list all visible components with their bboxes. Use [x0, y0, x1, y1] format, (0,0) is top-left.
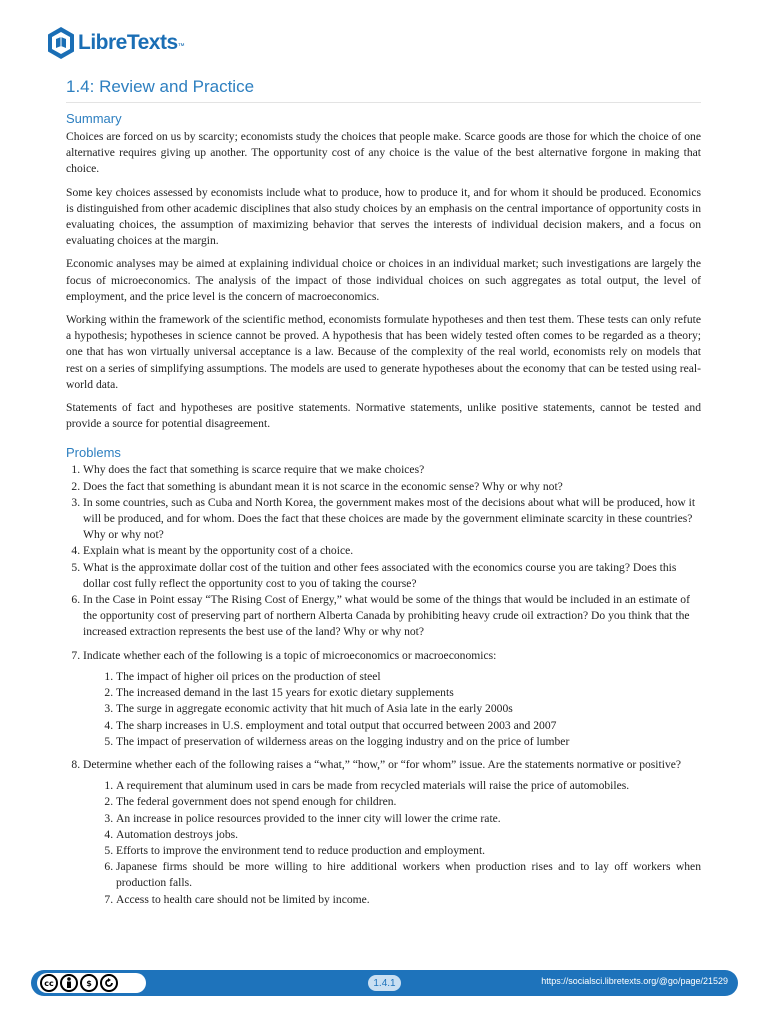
problem-item: [83, 757, 701, 908]
problem-text: Indicate whether each of the following is a topic of microeconomics or macroeconomics:: [83, 648, 497, 662]
libretexts-hex-icon: [46, 26, 76, 60]
page-number: 1.4.1: [368, 975, 401, 991]
subproblem-item: 3. The surge in aggregate economic activity that hit much of Asia late in the early 2000s: [116, 701, 701, 717]
footer-bar: [31, 970, 738, 996]
subproblem-item: 7. Access to health care should not be limited by income.: [116, 892, 701, 908]
brand-trademark: ™: [177, 42, 185, 50]
summary-paragraph: Statements of fact and hypotheses are positive statements. Normative statements, unlike positive statements, cannot be tested and provide a source for potential disagreement.: [66, 401, 701, 431]
subproblem-item: 2. The increased demand in the last 15 years for exotic dietary supplements: [116, 685, 701, 701]
brand-name: LibreTexts: [78, 31, 178, 54]
summary-heading: Summary: [66, 111, 122, 126]
problems-list: [66, 462, 701, 907]
problem-item: 4. Explain what is meant by the opportunity cost of a choice.: [83, 543, 701, 559]
subproblem-item: 3. An increase in police resources provided to the inner city will lower the crime rate.: [116, 811, 701, 827]
by-icon: [60, 974, 78, 992]
problem-item: 2. Does the fact that something is abundant mean it is not scarce in the economic sense? Why or why not?: [83, 479, 701, 495]
page-url-link[interactable]: https://socialsci.libretexts.org/@go/page/21529: [541, 976, 728, 986]
cc-icon: cc: [40, 974, 58, 992]
problem-item: 1. Why does the fact that something is scarce require that we make choices?: [83, 462, 701, 478]
page-title: 1.4: Review and Practice: [66, 77, 701, 103]
summary-paragraph: Economic analyses may be aimed at explaining individual choice or choices in an individual market; such investigations are largely the focus of microeconomics. The analysis of the impact of those individual choices on such aggregates as total output, the level of employment, and the price level is the concern of macroeconomics.: [66, 257, 701, 303]
libretexts-logo[interactable]: [46, 26, 185, 60]
problems-heading: Problems: [66, 445, 121, 461]
problem-text: Determine whether each of the following raises a “what,” “how,” or “for whom” issue. Are the statements normative or positive?: [83, 757, 682, 771]
summary-paragraph: Choices are forced on us by scarcity; economists study the choices that people make. Scarce goods are those for which the choice of one alternative requires giving up another. The opportunity cost of any choice is the value of the best alternative forgone in making that choice.: [66, 130, 701, 176]
summary-paragraph: Some key choices assessed by economists include what to produce, how to produce it, and for whom it should be produced. Economics is distinguished from other academic disciplines that also study choices by an emphasis on the central importance of opportunity costs in evaluating choices, the assumption of maximizing behavior that serves the interests of individual decision makers, and a focus on evaluating choices at the margin.: [66, 185, 701, 248]
problem-item: 5. What is the approximate dollar cost of the tuition and other fees associated with the economics course you are taking? Does this dollar cost fully reflect the opportunity cost to you of taking the course?: [83, 560, 701, 592]
subproblem-item: 1. A requirement that aluminum used in cars be made from recycled materials will raise the price of automobiles.: [116, 778, 701, 794]
subproblem-item: 4. The sharp increases in U.S. employment and total output that occurred between 2003 and 2007: [116, 718, 701, 734]
problem-item: 3. In some countries, such as Cuba and North Korea, the government makes most of the decisions about what will be produced, how it will be produced, and for whom. Does the fact that these choices are made by the government eliminate scarcity in these countries? Why or why not?: [83, 495, 701, 544]
subproblem-item: 6. Japanese firms should be more willing to hire additional workers when production rises and to lay off workers when production falls.: [116, 859, 701, 891]
problem-item: [83, 648, 701, 750]
summary-paragraph: Working within the framework of the scientific method, economists formulate hypotheses and then test them. These tests can only refute a hypothesis; hypotheses in science cannot be proved. A hypothesis that has been widely tested often comes to be regarded as a theory; one that has won virtually universal acceptance is a law. Because of the complexity of the real world, economists rely on models that rest on a series of simplifying assumptions. The models are used to generate hypotheses about the economy that can be tested using real-world data.: [66, 313, 701, 391]
subproblem-item: 1. The impact of higher oil prices on the production of steel: [116, 669, 701, 685]
sa-icon: [100, 974, 118, 992]
page-content: [66, 77, 701, 913]
nc-icon: $: [80, 974, 98, 992]
cc-license-badge[interactable]: [37, 973, 146, 993]
subproblem-item: 5. The impact of preservation of wilderness areas on the logging industry and on the price of lumber: [116, 734, 701, 750]
problem-8-sublist: [83, 778, 701, 908]
subproblem-item: 5. Efforts to improve the environment tend to reduce production and employment.: [116, 843, 701, 859]
subproblem-item: 4. Automation destroys jobs.: [116, 827, 701, 843]
subproblem-item: 2. The federal government does not spend enough for children.: [116, 794, 701, 810]
problem-item: 6. In the Case in Point essay “The Rising Cost of Energy,” what would be some of the things that would be included in an estimate of the opportunity cost of preserving part of northern Alberta Canada by prohibiting heavy crude oil extraction? Do you think that the increased extraction represents the best use of the land? Why or why not?: [83, 592, 701, 641]
problem-7-sublist: [83, 669, 701, 750]
